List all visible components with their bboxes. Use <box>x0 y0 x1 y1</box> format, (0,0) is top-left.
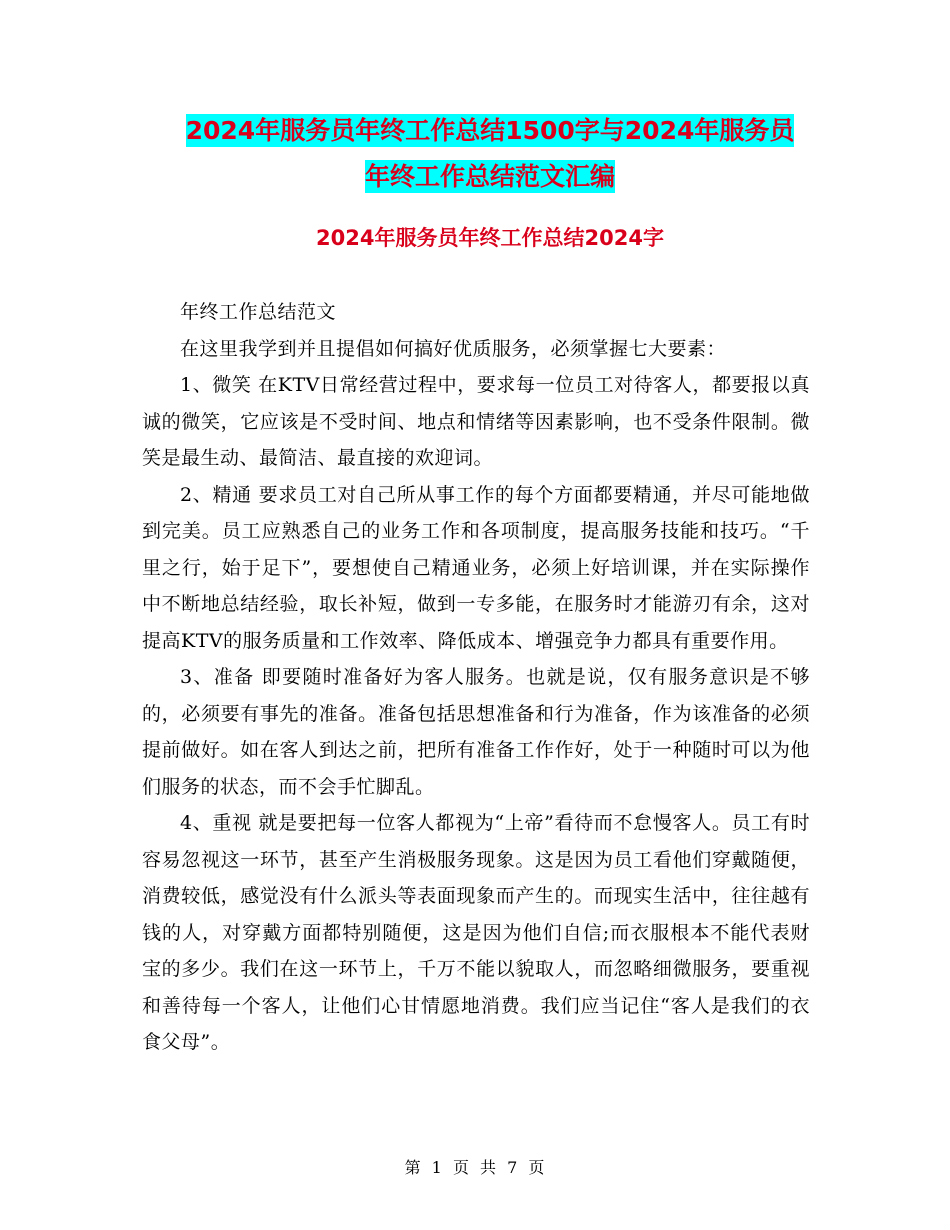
paragraph-preparation: 3、准备 即要随时准备好为客人服务。也就是说，仅有服务意识是不够的，必须要有事先的准备。准备包括思想准备和行为准备，作为该准备的必须提前做好。如在客人到达之前，把所有准备工作作好，处于一种随时可以为他们服务的状态，而不会手忙脚乱。 <box>142 666 810 798</box>
document-title <box>140 108 840 200</box>
paragraph-smile: 1、微笑 在KTV日常经营过程中，要求每一位员工对待客人，都要报以真诚的微笑，它应该是不受时间、地点和情绪等因素影响，也不受条件限制。微笑是最生动、最简洁、最直接的欢迎词。 <box>142 374 810 469</box>
title-line-1: 2024年服务员年终工作总结1500字与2024年服务员 <box>185 116 795 145</box>
section-subtitle: 2024年服务员年终工作总结2024字 <box>316 226 664 250</box>
page-footer: 第 1 页 共 7 页 <box>404 1158 546 1177</box>
paragraph-heading: 年终工作总结范文 <box>180 301 337 323</box>
paragraph-attention: 4、重视 就是要把每一位客人都视为“上帝”看待而不怠慢客人。员工有时容易忽视这一环节，甚至产生消极服务现象。这是因为员工看他们穿戴随便，消费较低，感觉没有什么派头等表面现象而产生的。而现实生活中，往往越有钱的人，对穿戴方面都特别随便，这是因为他们自信;而衣服根本不能代表财宝的多少。我们在这一环节上，千万不能以貌取人，而忽略细微服务，要重视和善待每一个客人，让他们心甘情愿地消费。我们应当记住“客人是我们的衣食父母”。 <box>142 812 810 1053</box>
paragraph-intro: 在这里我学到并且提倡如何搞好优质服务，必须掌握七大要素： <box>180 337 727 360</box>
paragraph-proficiency: 2、精通 要求员工对自己所从事工作的每个方面都要精通，并尽可能地做到完美。员工应熟悉自己的业务工作和各项制度，提高服务技能和技巧。“千里之行，始于足下”，要想使自己精通业务，必须上好培训课，并在实际操作中不断地总结经验，取长补短，做到一专多能，在服务时才能游刃有余，这对提高KTV的服务质量和工作效率、降低成本、增强竞争力都具有重要作用。 <box>142 483 810 652</box>
document-body <box>142 294 810 1061</box>
title-line-2: 年终工作总结范文汇编 <box>364 162 615 191</box>
